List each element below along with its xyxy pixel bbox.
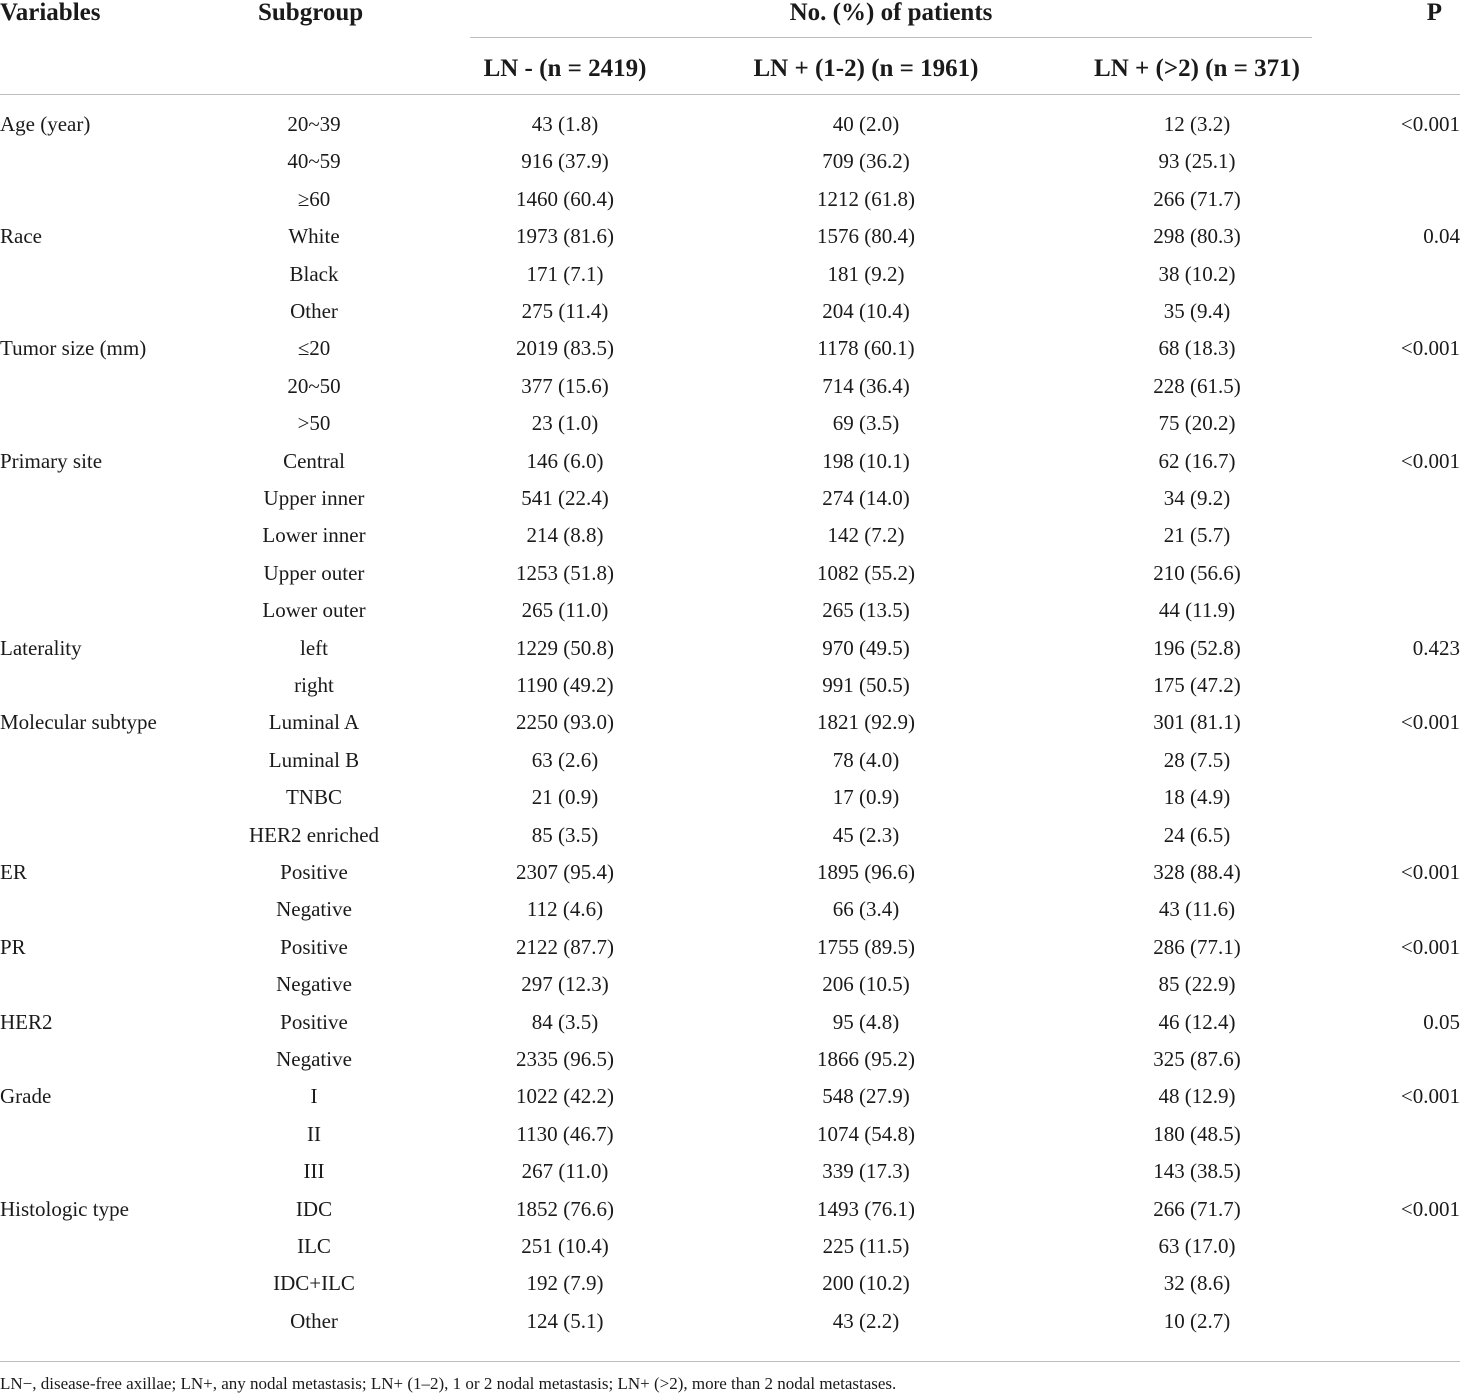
table-row: [0, 1004, 1460, 1041]
table-row: [0, 143, 1460, 180]
subgroup-cell: Positive: [280, 1009, 348, 1034]
ln-positive-1-2-cell: 204 (10.4): [822, 299, 910, 323]
table-row: [0, 630, 1460, 667]
table-footnote: LN−, disease-free axillae; LN+, any nodal metastasis; LN+ (1–2), 1 or 2 nodal metastasis; LN+ (>2), more than 2 nodal metastases.: [0, 1374, 897, 1393]
table-row: [0, 181, 1460, 218]
ln-positive-1-2-cell: 45 (2.3): [832, 822, 900, 847]
subgroup-cell: Lower inner: [262, 523, 366, 548]
ln-positive-gt2-cell: 28 (7.5): [1163, 747, 1231, 772]
variable-cell: HER2: [0, 1009, 53, 1034]
header-col-ln-positive-1-2: LN + (1-2) (n = 1961): [753, 55, 979, 82]
ln-negative-cell: 2335 (96.5): [516, 1047, 614, 1071]
ln-positive-1-2-cell: 1082 (55.2): [817, 560, 915, 585]
header-group-title: No. (%) of patients: [789, 0, 993, 26]
ln-positive-gt2-cell: 32 (8.6): [1163, 1271, 1231, 1296]
header-bottom-rule: [0, 94, 1460, 95]
ln-negative-cell: 916 (37.9): [521, 149, 609, 174]
table-row: [0, 592, 1460, 629]
table-row: [0, 1078, 1460, 1115]
ln-positive-gt2-cell: 46 (12.4): [1158, 1009, 1236, 1034]
ln-positive-1-2-cell: 1493 (76.1): [817, 1196, 915, 1221]
ln-positive-1-2-cell: 1074 (54.8): [817, 1121, 915, 1146]
table-row: [0, 368, 1460, 405]
variable-cell: Grade: [0, 1084, 52, 1109]
ln-negative-cell: 1460 (60.4): [516, 186, 614, 211]
ln-negative-cell: 84 (3.5): [531, 1009, 599, 1034]
ln-positive-1-2-cell: 709 (36.2): [822, 149, 910, 174]
ln-positive-1-2-cell: 970 (49.5): [822, 635, 910, 660]
ln-negative-cell: 214 (8.8): [526, 523, 604, 548]
ln-negative-cell: 251 (10.4): [521, 1234, 609, 1258]
header-variables: Variables: [0, 0, 101, 26]
ln-positive-gt2-cell: 301 (81.1): [1153, 710, 1241, 735]
ln-positive-gt2-cell: 24 (6.5): [1163, 822, 1231, 847]
ln-positive-1-2-cell: 1178 (60.1): [817, 336, 915, 361]
subgroup-cell: right: [294, 673, 334, 697]
ln-positive-1-2-cell: 339 (17.3): [822, 1159, 910, 1184]
ln-negative-cell: 124 (5.1): [526, 1308, 604, 1333]
ln-positive-1-2-cell: 66 (3.4): [832, 897, 900, 922]
subgroup-cell: >50: [297, 411, 331, 436]
table-row: [0, 106, 1460, 143]
table-row: [0, 293, 1460, 330]
table-row: [0, 1191, 1460, 1228]
ln-positive-1-2-cell: 69 (3.5): [832, 411, 900, 436]
ln-negative-cell: 146 (6.0): [526, 448, 604, 473]
table-row: [0, 779, 1460, 816]
ln-positive-gt2-cell: 18 (4.9): [1163, 785, 1231, 810]
ln-negative-cell: 112 (4.6): [526, 897, 604, 922]
ln-positive-gt2-cell: 10 (2.7): [1163, 1308, 1231, 1333]
p-value-cell: <0.001: [1400, 1196, 1460, 1221]
table-row: [0, 256, 1460, 293]
p-value-cell: <0.001: [1400, 112, 1460, 136]
subgroup-cell: White: [288, 224, 340, 249]
ln-positive-1-2-cell: 1821 (92.9): [817, 710, 915, 735]
ln-positive-1-2-cell: 95 (4.8): [832, 1009, 900, 1034]
header-p: P: [1426, 0, 1442, 26]
ln-negative-cell: 21 (0.9): [531, 785, 599, 810]
subgroup-cell: Central: [283, 448, 345, 473]
ln-negative-cell: 2122 (87.7): [516, 934, 614, 959]
ln-positive-1-2-cell: 78 (4.0): [832, 747, 900, 772]
ln-positive-gt2-cell: 266 (71.7): [1153, 1196, 1241, 1221]
ln-negative-cell: 265 (11.0): [521, 598, 609, 623]
ln-positive-gt2-cell: 196 (52.8): [1153, 635, 1241, 660]
ln-positive-1-2-cell: 142 (7.2): [827, 523, 905, 548]
variable-cell: Laterality: [0, 635, 82, 660]
subgroup-cell: Upper outer: [263, 560, 365, 585]
subgroup-cell: Negative: [276, 972, 352, 997]
ln-positive-1-2-cell: 1895 (96.6): [817, 860, 915, 884]
ln-negative-cell: 1229 (50.8): [516, 635, 614, 660]
ln-negative-cell: 192 (7.9): [526, 1271, 604, 1296]
subgroup-cell: Lower outer: [262, 598, 366, 623]
ln-positive-gt2-cell: 180 (48.5): [1153, 1121, 1241, 1146]
ln-negative-cell: 2019 (83.5): [516, 336, 614, 361]
variable-cell: Molecular subtype: [0, 710, 157, 735]
ln-positive-1-2-cell: 1866 (95.2): [817, 1047, 915, 1071]
subgroup-cell: 40~59: [287, 149, 341, 174]
table-bottom-rule: [0, 1361, 1460, 1362]
ln-positive-1-2-cell: 17 (0.9): [832, 785, 900, 810]
ln-negative-cell: 275 (11.4): [521, 299, 609, 323]
table-row: [0, 667, 1460, 704]
ln-negative-cell: 63 (2.6): [531, 747, 599, 772]
ln-positive-gt2-cell: 12 (3.2): [1163, 112, 1231, 136]
ln-positive-1-2-cell: 1755 (89.5): [817, 934, 915, 959]
ln-positive-1-2-cell: 198 (10.1): [822, 448, 910, 473]
table-row: [0, 480, 1460, 517]
p-value-cell: 0.04: [1423, 224, 1460, 249]
ln-negative-cell: 1253 (51.8): [516, 560, 614, 585]
variable-cell: PR: [0, 934, 26, 959]
subgroup-cell: II: [307, 1121, 321, 1146]
header-col-ln-negative: LN - (n = 2419): [483, 55, 647, 82]
p-value-cell: 0.423: [1412, 635, 1460, 660]
p-value-cell: <0.001: [1400, 336, 1460, 361]
ln-positive-gt2-cell: 175 (47.2): [1153, 673, 1241, 697]
header-col-ln-positive-gt2: LN + (>2) (n = 371): [1094, 55, 1300, 82]
p-value-cell: <0.001: [1400, 448, 1460, 473]
ln-positive-1-2-cell: 43 (2.2): [832, 1308, 900, 1333]
subgroup-cell: 20~39: [287, 112, 341, 136]
ln-negative-cell: 541 (22.4): [521, 486, 609, 510]
table-row: [0, 704, 1460, 741]
ln-positive-1-2-cell: 1576 (80.4): [817, 224, 915, 249]
ln-positive-gt2-cell: 43 (11.6): [1158, 897, 1236, 922]
ln-negative-cell: 1190 (49.2): [516, 673, 614, 697]
table-row: [0, 1228, 1460, 1265]
ln-negative-cell: 1130 (46.7): [516, 1121, 614, 1146]
ln-positive-gt2-cell: 228 (61.5): [1153, 373, 1241, 398]
ln-positive-gt2-cell: 75 (20.2): [1158, 411, 1236, 436]
table-row: [0, 1265, 1460, 1302]
ln-positive-gt2-cell: 62 (16.7): [1158, 448, 1236, 473]
ln-positive-gt2-cell: 21 (5.7): [1163, 523, 1231, 548]
ln-positive-gt2-cell: 48 (12.9): [1158, 1084, 1236, 1109]
ln-positive-1-2-cell: 206 (10.5): [822, 972, 910, 997]
ln-positive-1-2-cell: 40 (2.0): [832, 112, 900, 136]
table-row: [0, 555, 1460, 592]
table-row: [0, 517, 1460, 554]
p-value-cell: <0.001: [1400, 860, 1460, 884]
subgroup-cell: 20~50: [287, 373, 341, 398]
ln-positive-1-2-cell: 181 (9.2): [827, 261, 905, 286]
p-value-cell: <0.001: [1400, 1084, 1460, 1109]
table-row: [0, 1153, 1460, 1190]
subgroup-cell: ≤20: [297, 336, 331, 361]
ln-negative-cell: 2250 (93.0): [516, 710, 614, 735]
variable-cell: Age (year): [0, 112, 91, 136]
subgroup-cell: IDC: [295, 1196, 333, 1221]
ln-positive-gt2-cell: 328 (88.4): [1153, 860, 1241, 884]
ln-negative-cell: 85 (3.5): [531, 822, 599, 847]
table-row: [0, 929, 1460, 966]
ln-positive-gt2-cell: 68 (18.3): [1158, 336, 1236, 361]
subgroup-cell: ≥60: [297, 186, 331, 211]
variable-cell: ER: [0, 860, 27, 884]
ln-negative-cell: 1852 (76.6): [516, 1196, 614, 1221]
ln-positive-gt2-cell: 38 (10.2): [1158, 261, 1236, 286]
ln-positive-gt2-cell: 44 (11.9): [1158, 598, 1236, 623]
table-row: [0, 1116, 1460, 1153]
header-group-divider: [470, 37, 1312, 38]
subgroup-cell: Positive: [280, 860, 348, 884]
ln-positive-gt2-cell: 35 (9.4): [1163, 299, 1231, 323]
subgroup-cell: Negative: [276, 1047, 352, 1071]
subgroup-cell: HER2 enriched: [248, 822, 380, 847]
subgroup-cell: Negative: [276, 897, 352, 922]
table-row: [0, 1303, 1460, 1340]
ln-positive-1-2-cell: 274 (14.0): [822, 486, 910, 510]
subgroup-cell: Luminal B: [268, 747, 360, 772]
ln-positive-1-2-cell: 991 (50.5): [822, 673, 910, 697]
header-subgroup: Subgroup: [258, 0, 364, 26]
ln-positive-1-2-cell: 1212 (61.8): [817, 186, 915, 211]
subgroup-cell: Black: [289, 261, 339, 286]
ln-positive-1-2-cell: 200 (10.2): [822, 1271, 910, 1296]
p-value-cell: <0.001: [1400, 934, 1460, 959]
ln-negative-cell: 1022 (42.2): [516, 1084, 614, 1109]
ln-positive-gt2-cell: 325 (87.6): [1153, 1047, 1241, 1071]
ln-positive-gt2-cell: 266 (71.7): [1153, 186, 1241, 211]
subgroup-cell: IDC+ILC: [273, 1271, 355, 1296]
subgroup-cell: Luminal A: [268, 710, 360, 735]
subgroup-cell: left: [300, 635, 328, 660]
variable-cell: Race: [0, 224, 42, 249]
subgroup-cell: Positive: [280, 934, 348, 959]
ln-positive-gt2-cell: 34 (9.2): [1163, 486, 1231, 510]
subgroup-cell: III: [303, 1159, 325, 1184]
ln-positive-1-2-cell: 714 (36.4): [822, 373, 910, 398]
ln-negative-cell: 1973 (81.6): [516, 224, 614, 249]
ln-positive-gt2-cell: 298 (80.3): [1153, 224, 1241, 249]
table-row: [0, 405, 1460, 442]
ln-positive-gt2-cell: 85 (22.9): [1158, 972, 1236, 997]
ln-negative-cell: 2307 (95.4): [516, 860, 614, 884]
table-row: [0, 891, 1460, 928]
ln-positive-gt2-cell: 286 (77.1): [1153, 934, 1241, 959]
table-row: [0, 742, 1460, 779]
subgroup-cell: Other: [290, 1308, 338, 1333]
ln-positive-gt2-cell: 93 (25.1): [1158, 149, 1236, 174]
variable-cell: Tumor size (mm): [0, 336, 147, 361]
table-row: [0, 443, 1460, 480]
ln-positive-gt2-cell: 143 (38.5): [1153, 1159, 1241, 1184]
table-row: [0, 854, 1460, 891]
ln-positive-1-2-cell: 225 (11.5): [822, 1234, 910, 1258]
table-row: [0, 966, 1460, 1003]
p-value-cell: <0.001: [1400, 710, 1460, 735]
subgroup-cell: Other: [290, 299, 338, 323]
p-value-cell: 0.05: [1423, 1009, 1460, 1034]
subgroup-cell: I: [310, 1084, 318, 1109]
table-row: [0, 218, 1460, 255]
ln-negative-cell: 23 (1.0): [531, 411, 599, 436]
ln-negative-cell: 171 (7.1): [526, 261, 604, 286]
ln-negative-cell: 377 (15.6): [521, 373, 609, 398]
ln-positive-1-2-cell: 548 (27.9): [822, 1084, 910, 1109]
ln-negative-cell: 267 (11.0): [521, 1159, 609, 1184]
subgroup-cell: ILC: [297, 1234, 331, 1258]
variable-cell: Histologic type: [0, 1196, 129, 1221]
subgroup-cell: TNBC: [285, 785, 342, 810]
ln-negative-cell: 297 (12.3): [521, 972, 609, 997]
table-row: [0, 330, 1460, 367]
ln-positive-gt2-cell: 210 (56.6): [1153, 560, 1241, 585]
table-row: [0, 1041, 1460, 1078]
table-row: [0, 817, 1460, 854]
ln-negative-cell: 43 (1.8): [531, 112, 599, 136]
ln-positive-1-2-cell: 265 (13.5): [822, 598, 910, 623]
variable-cell: Primary site: [0, 448, 103, 473]
subgroup-cell: Upper inner: [263, 486, 365, 510]
ln-positive-gt2-cell: 63 (17.0): [1158, 1234, 1236, 1258]
